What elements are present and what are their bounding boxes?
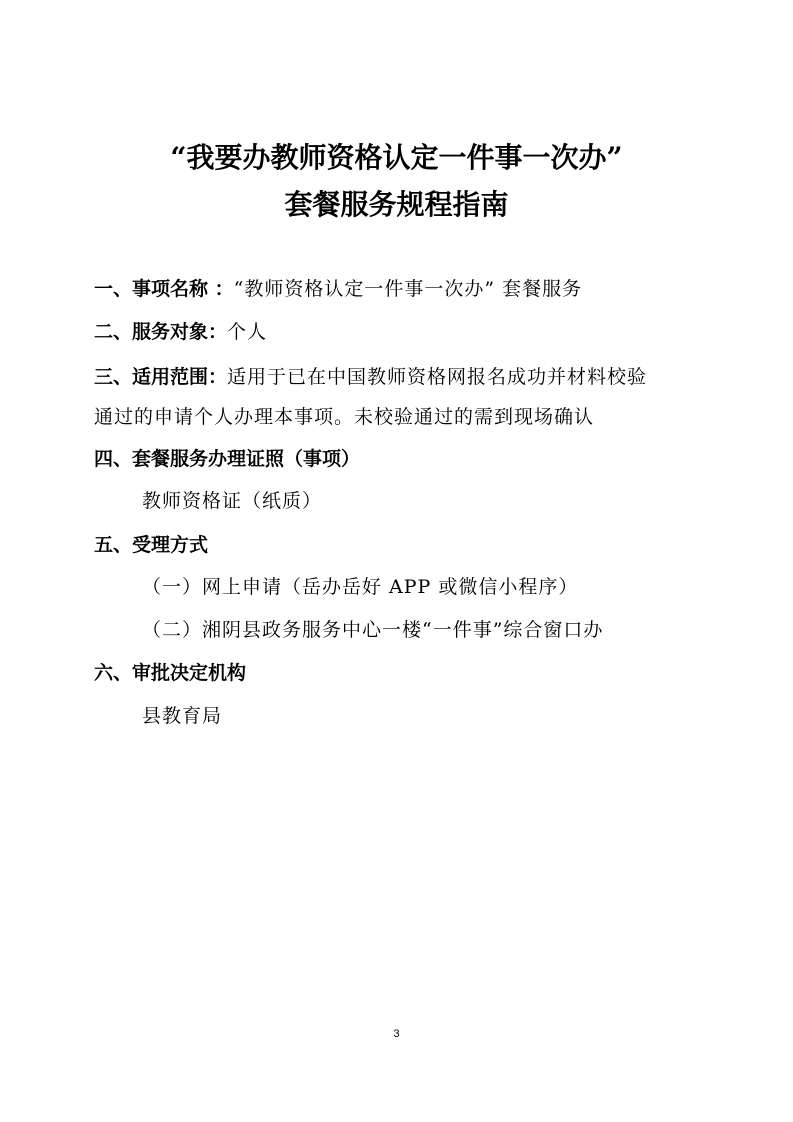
section-service-target [94, 319, 267, 345]
document-title-line2: 套餐服务规程指南 [284, 188, 509, 221]
section-approval-authority [94, 660, 246, 686]
section-content: 教师资格证（纸质） [142, 490, 323, 512]
section-heading: 三、适用范围： [94, 366, 228, 388]
section-item-name [94, 276, 582, 302]
list-item: （二）湘阴县政务服务中心一楼“一件事”综合窗口办 [142, 619, 604, 641]
section-scope-continued [94, 404, 594, 430]
section-scope [94, 364, 647, 390]
section-license-content [142, 488, 322, 514]
section-heading: 五、受理方式 [94, 534, 209, 556]
section-heading: 四、套餐服务办理证照（事项） [94, 448, 361, 470]
section-approval-content [142, 703, 222, 729]
acceptance-method-window [142, 617, 603, 643]
page-number: 3 [393, 1028, 400, 1040]
section-content: 个人 [227, 321, 268, 343]
section-heading: 六、审批决定机构 [94, 662, 247, 684]
section-content: “教师资格认定一件事一次办” 套餐服务 [233, 278, 583, 300]
section-content: 县教育局 [142, 705, 223, 727]
acceptance-method-online [142, 574, 578, 600]
list-item: （一）网上申请（岳办岳好 APP 或微信小程序） [142, 576, 579, 598]
section-content: 适用于已在中国教师资格网报名成功并材料校验 [227, 366, 648, 388]
document-title-line1: “我要办教师资格认定一件事一次办” [170, 141, 623, 174]
section-acceptance [94, 532, 208, 558]
section-license [94, 446, 360, 472]
section-heading: 二、服务对象： [94, 321, 228, 343]
section-content: 通过的申请个人办理本事项。未校验通过的需到现场确认 [94, 406, 595, 428]
section-heading: 一、事项名称 ： [94, 278, 234, 300]
